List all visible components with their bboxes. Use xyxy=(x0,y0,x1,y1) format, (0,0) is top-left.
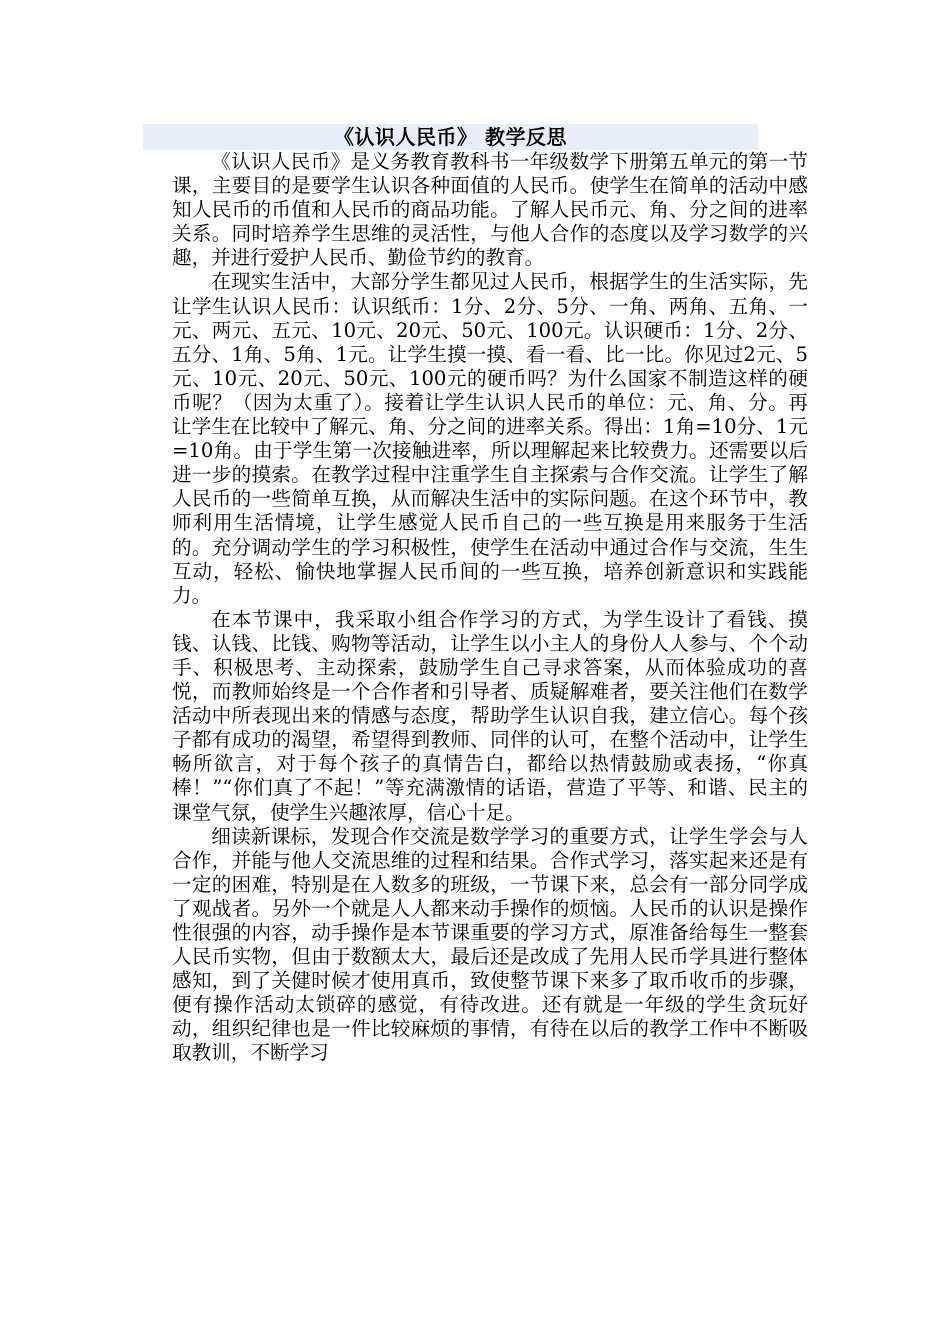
paragraph-1: 《认识人民币》是义务教育教科书一年级数学下册第五单元的第一节课，主要目的是要学生认识各种面值的人民币。使学生在简单的活动中感知人民币的币值和人民币的商品功能。了解人民币元、角、分之间的进率关系。同时培养学生思维的灵活性，与他人合作的态度以及学习数学的兴趣，并进行爱护人民币、勤俭节约的教育。 xyxy=(172,150,808,270)
paragraph-3: 在本节课中，我采取小组合作学习的方式，为学生设计了看钱、摸钱、认钱、比钱、购物等活动，让学生以小主人的身份人人参与、个个动手、积极思考、主动探索，鼓励学生自己寻求答案，从而体验成功的喜悦，而教师始终是一个合作者和引导者、质疑解难者，要关注他们在数学活动中所表现出来的情感与态度，帮助学生认识自我，建立信心。每个孩子都有成功的渴望，希望得到教师、同伴的认可，在整个活动中，让学生畅所欲言，对于每个孩子的真情告白，都给以热情鼓励或表扬，“你真棒！”“你们真了不起！”等充满激情的话语，营造了平等、和谐、民主的课堂气氛，使学生兴趣浓厚，信心十足。 xyxy=(172,607,808,824)
paragraph-4: 细读新课标，发现合作交流是数学学习的重要方式，让学生学会与人合作，并能与他人交流思维的过程和结果。合作式学习，落实起来还是有一定的困难，特别是在人数多的班级，一节课下来，总会有一部分同学成了观战者。另外一个就是人人都来动手操作的烦恼。人民币的认识是操作性很强的内容，动手操作是本节课重要的学习方式，原准备给每生一整套人民币实物，但由于数额太大，最后还是改成了先用人民币学具进行整体感知，到了关健时候才使用真币，致使整节课下来多了取币收币的步骤，便有操作活动太锁碎的感觉，有待改进。还有就是一年级的学生贪玩好动，组织纪律也是一件比较麻烦的事情，有待在以后的教学工作中不断吸取教训，不断学习 xyxy=(172,824,808,1065)
document-title: 《认识人民币》 教学反思 xyxy=(334,125,567,149)
document-body xyxy=(172,150,808,1066)
paragraph-2: 在现实生活中，大部分学生都见过人民币，根据学生的生活实际，先让学生认识人民币：认识纸币：1分、2分、5分、一角、两角、五角、一元、两元、五元、10元、20元、50元、100元。认识硬币：1分、2分、五分、1角、5角、1元。让学生摸一摸、看一看、比一比。你见过2元、5元、10元、20元、50元、100元的硬币吗？为什么国家不制造这样的硬币呢？（因为太重了）。接着让学生认识人民币的单位：元、角、分。再让学生在比较中了解元、角、分之间的进率关系。得出：1角=10分、1元=10角。由于学生第一次接触进率，所以理解起来比较费力。还需要以后进一步的摸索。在教学过程中注重学生自主探索与合作交流。让学生了解人民币的一些简单互换，从而解决生活中的实际问题。在这个环节中，教师利用生活情境，让学生感觉人民币自己的一些互换是用来服务于生活的。充分调动学生的学习积极性，使学生在活动中通过合作与交流，生生互动，轻松、愉快地掌握人民币间的一些互换，培养创新意识和实践能力。 xyxy=(172,270,808,607)
